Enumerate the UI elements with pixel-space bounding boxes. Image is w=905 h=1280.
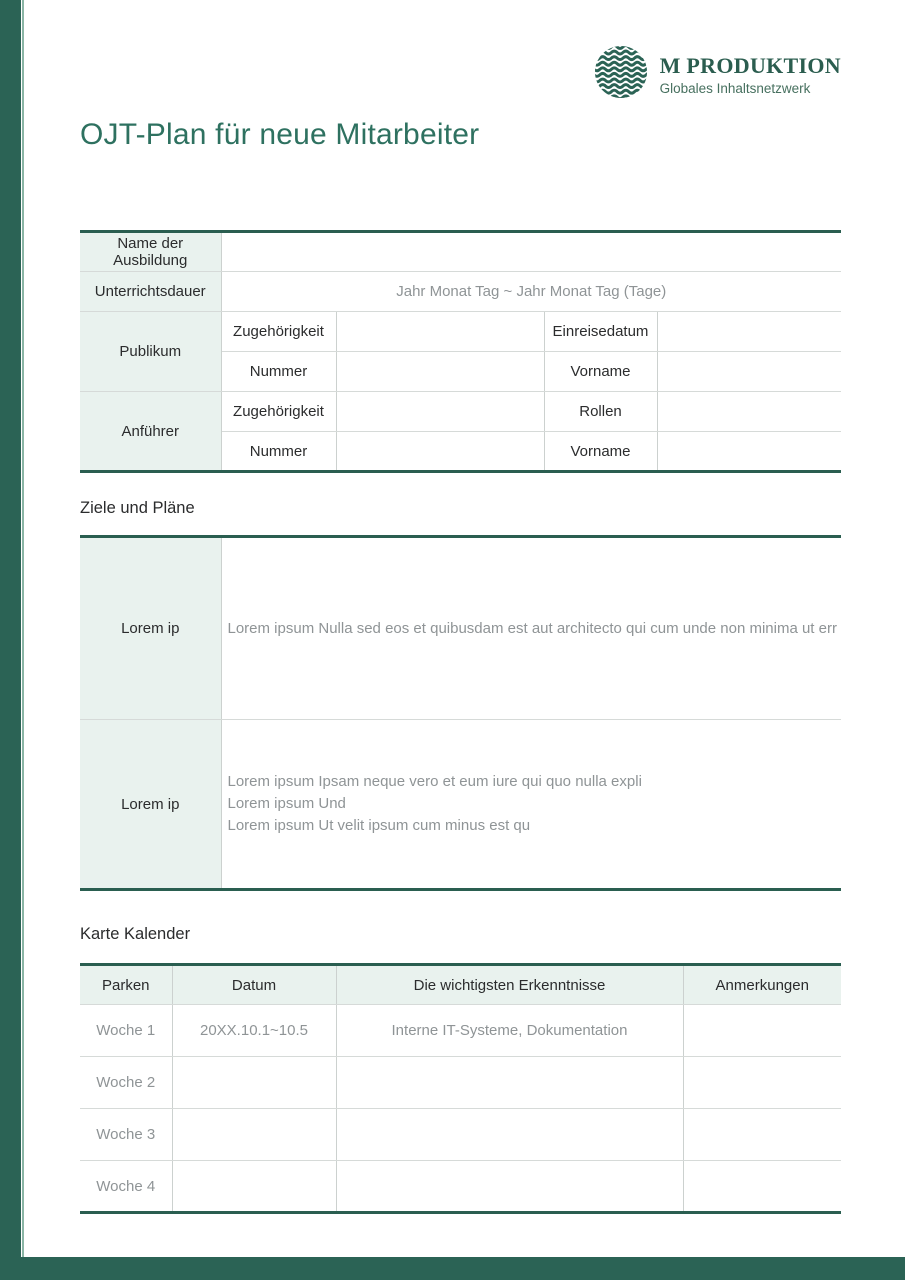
leader-roles-input-cell[interactable] xyxy=(657,392,841,432)
goal-line: Lorem ipsum Ut velit ipsum cum minus est qu xyxy=(227,817,531,834)
table-row xyxy=(80,1057,841,1109)
company-tagline: Globales Inhaltsnetzwerk xyxy=(659,80,811,96)
left-accent-line xyxy=(22,0,24,1280)
audience-entry-date-input-cell[interactable] xyxy=(657,312,841,352)
page-title: OJT-Plan für neue Mitarbeiter xyxy=(80,118,480,151)
calendar-col-week: Parken xyxy=(80,965,172,1005)
goal-line: Lorem ipsum Nulla sed eos et quibusdam est aut architecto qui cum unde non minima ut err xyxy=(227,619,837,637)
duration-label: Unterrichtsdauer xyxy=(80,272,221,312)
goal-row-label: Lorem ip xyxy=(80,720,221,890)
calendar-col-insights: Die wichtigsten Erkenntnisse xyxy=(336,965,683,1005)
audience-number-label: Nummer xyxy=(221,352,336,392)
duration-value-cell[interactable]: Jahr Monat Tag ~ Jahr Monat Tag (Tage) xyxy=(221,272,841,312)
audience-first-name-label: Vorname xyxy=(544,352,657,392)
notes-cell[interactable] xyxy=(683,1161,841,1213)
week-cell: Woche 4 xyxy=(80,1161,172,1213)
audience-label: Publikum xyxy=(80,312,221,392)
calendar-col-date: Datum xyxy=(172,965,336,1005)
leader-affiliation-label: Zugehörigkeit xyxy=(221,392,336,432)
training-name-input-cell[interactable] xyxy=(221,232,841,272)
notes-cell[interactable] xyxy=(683,1057,841,1109)
audience-affiliation-label: Zugehörigkeit xyxy=(221,312,336,352)
page-content xyxy=(80,0,841,1280)
audience-first-name-input-cell[interactable] xyxy=(657,352,841,392)
date-cell[interactable] xyxy=(172,1161,336,1213)
info-table xyxy=(80,230,841,473)
table-row xyxy=(80,1109,841,1161)
company-logo xyxy=(594,45,841,104)
audience-affiliation-input-cell[interactable] xyxy=(336,312,544,352)
leader-number-input-cell[interactable] xyxy=(336,432,544,472)
notes-cell[interactable] xyxy=(683,1005,841,1057)
leader-label: Anführer xyxy=(80,392,221,472)
goal-line: Lorem ipsum Ipsam neque vero et eum iure qui quo nulla expli xyxy=(227,773,642,790)
leader-first-name-input-cell[interactable] xyxy=(657,432,841,472)
table-row xyxy=(80,1161,841,1213)
leader-first-name-label: Vorname xyxy=(544,432,657,472)
goal-row-text xyxy=(221,720,841,890)
insights-cell[interactable] xyxy=(336,1161,683,1213)
goals-section-heading: Ziele und Pläne xyxy=(80,499,195,517)
calendar-section-heading: Karte Kalender xyxy=(80,925,191,943)
week-cell: Woche 3 xyxy=(80,1109,172,1161)
training-name-label: Name der Ausbildung xyxy=(80,232,221,272)
leader-affiliation-input-cell[interactable] xyxy=(336,392,544,432)
insights-cell[interactable] xyxy=(336,1057,683,1109)
audience-number-input-cell[interactable] xyxy=(336,352,544,392)
date-cell[interactable] xyxy=(172,1109,336,1161)
insights-cell: Interne IT-Systeme, Dokumentation xyxy=(336,1005,683,1057)
goal-row-text xyxy=(221,537,841,720)
calendar-table xyxy=(80,963,841,1214)
goals-table xyxy=(80,535,841,891)
table-row xyxy=(80,1005,841,1057)
waves-globe-logo-icon xyxy=(594,45,648,104)
company-name: M PRODUKTION xyxy=(659,52,841,78)
goal-row-label: Lorem ip xyxy=(80,537,221,720)
week-cell: Woche 1 xyxy=(80,1005,172,1057)
date-cell: 20XX.10.1~10.5 xyxy=(172,1005,336,1057)
date-cell[interactable] xyxy=(172,1057,336,1109)
leader-number-label: Nummer xyxy=(221,432,336,472)
goal-line: Lorem ipsum Und xyxy=(227,795,346,812)
calendar-col-notes: Anmerkungen xyxy=(683,965,841,1005)
audience-entry-date-label: Einreisedatum xyxy=(544,312,657,352)
notes-cell[interactable] xyxy=(683,1109,841,1161)
insights-cell[interactable] xyxy=(336,1109,683,1161)
leader-roles-label: Rollen xyxy=(544,392,657,432)
week-cell: Woche 2 xyxy=(80,1057,172,1109)
left-accent-bar xyxy=(0,0,21,1280)
